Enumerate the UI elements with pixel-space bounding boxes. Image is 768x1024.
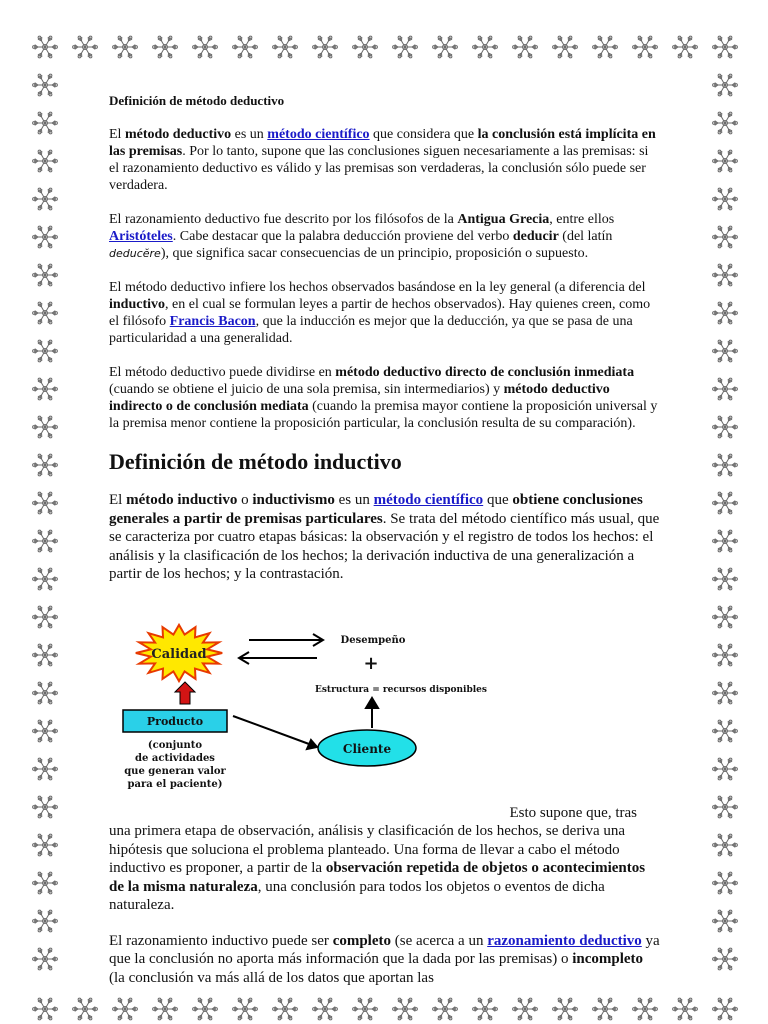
snowflake-icon <box>32 718 58 744</box>
snowflake-icon <box>352 34 378 60</box>
paragraph-inductivo-2: Esto supone que, tras una primera etapa de observación, análisis y clasificación de los hechos, se deriva una hipótesis que soluciona el problema planteado. Una forma de llevar a cabo el método inductivo es proponer, a partir de la observación repetida de objetos o acontecimientos de la misma naturaleza, una conclusión para todos los objetos o eventos de dicha naturaleza. <box>109 804 661 915</box>
snowflake-icon <box>672 996 698 1022</box>
paragraph-deductivo-4: El método deductivo puede dividirse en método deductivo directo de conclusión inmediata (cuando se obtiene el juicio de una sola premisa, sin intermediarios) y método deductivo indirecto o de conclusión mediata (cuando la premisa mayor contiene la proposición universal y la premisa menor contiene la proposición particular, la conclusión resulta de su comparación). <box>109 365 658 431</box>
snowflake-icon <box>32 110 58 136</box>
paragraph-deductivo-2: El razonamiento deductivo fue descrito por los filósofos de la Antigua Grecia, entre ellos Aristóteles. Cabe destacar que la palabra deducción proviene del verbo deducir (del latín deducĕre), que significa sacar consecuencias de un principio, proposición o supuesto. <box>109 212 615 261</box>
snowflake-icon <box>32 528 58 554</box>
snowflake-icon <box>32 262 58 288</box>
snowflake-icon <box>712 756 738 782</box>
desempeno-label: Desempeño <box>340 634 406 646</box>
snowflake-icon <box>712 34 738 60</box>
snowflake-icon <box>32 490 58 516</box>
snowflake-icon <box>712 832 738 858</box>
snowflake-icon <box>32 908 58 934</box>
snowflake-icon <box>112 34 138 60</box>
producto-note-line: para el paciente) <box>127 778 223 790</box>
snowflake-icon <box>712 414 738 440</box>
calidad-label: Calidad <box>151 646 207 662</box>
snowflake-icon <box>32 946 58 972</box>
producto-note-line: que generan valor <box>124 765 226 777</box>
section-heading-inductivo: Definición de método inductivo <box>109 449 402 474</box>
snowflake-icon <box>32 414 58 440</box>
producto-note-line: (conjunto <box>147 739 203 751</box>
snowflake-icon <box>32 72 58 98</box>
section-title-deductivo: Definición de método deductivo <box>109 93 285 108</box>
snowflake-icon <box>32 832 58 858</box>
snowflake-icon <box>32 452 58 478</box>
snowflake-icon <box>712 376 738 402</box>
snowflake-icon <box>32 148 58 174</box>
snowflake-icon <box>392 34 418 60</box>
diagonal-arrow <box>233 716 317 749</box>
snowflake-icon <box>32 604 58 630</box>
estructura-label: Estructura = recursos disponibles <box>315 684 487 695</box>
snowflake-icon <box>712 566 738 592</box>
link-aristoteles[interactable]: Aristóteles <box>109 229 173 244</box>
snowflake-icon <box>312 34 338 60</box>
snowflake-icon <box>712 110 738 136</box>
paragraph-inductivo-2-lead-text: Esto supone que, tras <box>509 804 637 821</box>
snowflake-icon <box>32 300 58 326</box>
producto-note-line: de actividades <box>135 752 215 764</box>
snowflake-icon <box>712 528 738 554</box>
snowflake-icon <box>32 224 58 250</box>
snowflake-icon <box>232 34 258 60</box>
link-francis-bacon[interactable]: Francis Bacon <box>169 314 256 329</box>
snowflake-icon <box>272 34 298 60</box>
snowflake-icon <box>712 452 738 478</box>
snowflake-icon <box>32 186 58 212</box>
snowflake-icon <box>32 566 58 592</box>
snowflake-icon <box>632 34 658 60</box>
snowflake-icon <box>552 34 578 60</box>
double-arrow <box>239 634 323 664</box>
paragraph-inductivo-2-rest: una primera etapa de observación, análisis y clasificación de los hechos, se deriva una hipótesis que soluciona el problema planteado. Una forma de llevar a cabo el método inductivo es proponer, a partir de la <box>109 823 626 876</box>
document-body <box>109 92 661 1004</box>
snowflake-icon <box>712 186 738 212</box>
paragraph-deductivo-1: El método deductivo es un método científico que considera que la conclusión está implícita en las premisas. Por lo tanto, supone que las conclusiones siguen necesariamente a las premisas: si el razonamiento deductivo es válido y las premisas son verdaderas, la conclusión sólo puede ser verdadera. <box>109 127 656 193</box>
snowflake-icon <box>32 376 58 402</box>
snowflake-icon <box>712 718 738 744</box>
snowflake-icon <box>712 72 738 98</box>
paragraph-inductivo-1: El método inductivo o inductivismo es un método científico que obtiene conclusiones generales a partir de premisas particulares. Se trata del método científico más usual, que se caracteriza por cuatro etapas básicas: la observación y el registro de todos los hechos: el análisis y la clasificación de los hechos; la derivación inductiva de una generalización a partir de los hechos; y la contrastación. <box>109 492 660 582</box>
snowflake-icon <box>512 34 538 60</box>
snowflake-icon <box>72 996 98 1022</box>
snowflake-icon <box>712 490 738 516</box>
link-metodo-cientifico[interactable]: método científico <box>267 127 370 142</box>
snowflake-icon <box>152 34 178 60</box>
snowflake-icon <box>32 338 58 364</box>
snowflake-icon <box>32 34 58 60</box>
snowflake-icon <box>32 794 58 820</box>
snowflake-icon <box>712 262 738 288</box>
producto-label: Producto <box>146 714 204 728</box>
up-arrow-cliente <box>366 698 378 728</box>
paragraph-inductivo-2-lead <box>109 804 661 823</box>
snowflake-icon <box>472 34 498 60</box>
snowflake-icon <box>32 642 58 668</box>
quality-diagram <box>113 618 513 804</box>
cliente-label: Cliente <box>342 741 392 756</box>
snowflake-icon <box>712 300 738 326</box>
snowflake-icon <box>432 34 458 60</box>
link-razonamiento-deductivo[interactable]: razonamiento deductivo <box>487 932 642 949</box>
up-arrow-calidad <box>175 682 195 704</box>
snowflake-icon <box>712 604 738 630</box>
snowflake-icon <box>32 680 58 706</box>
snowflake-icon <box>712 946 738 972</box>
paragraph-inductivo-3: El razonamiento inductivo puede ser completo (se acerca a un razonamiento deductivo ya que la conclusión no aporta más información que la dada por las premisas) o incompleto (la conclusión va más allá de los datos que aportan las <box>109 932 660 986</box>
snowflake-icon <box>712 338 738 364</box>
snowflake-icon <box>72 34 98 60</box>
snowflake-icon <box>712 642 738 668</box>
snowflake-icon <box>712 908 738 934</box>
snowflake-icon <box>712 794 738 820</box>
snowflake-icon <box>32 756 58 782</box>
snowflake-icon <box>712 148 738 174</box>
snowflake-icon <box>672 34 698 60</box>
snowflake-icon <box>592 34 618 60</box>
paragraph-deductivo-3: El método deductivo infiere los hechos observados basándose en la ley general (a diferencia del inductivo, en el cual se formulan leyes a partir de hechos observados). Hay quienes creen, como el filósofo Francis Bacon, que la inducción es mejor que la deducción, ya que se pasa de una particularidad a una generalidad. <box>109 280 651 346</box>
snowflake-icon <box>32 870 58 896</box>
snowflake-icon <box>192 34 218 60</box>
plus-sign: + <box>363 652 379 674</box>
snowflake-icon <box>712 996 738 1022</box>
snowflake-icon <box>712 680 738 706</box>
snowflake-icon <box>32 996 58 1022</box>
snowflake-icon <box>712 224 738 250</box>
link-metodo-cientifico-2[interactable]: método científico <box>373 492 484 508</box>
snowflake-icon <box>712 870 738 896</box>
